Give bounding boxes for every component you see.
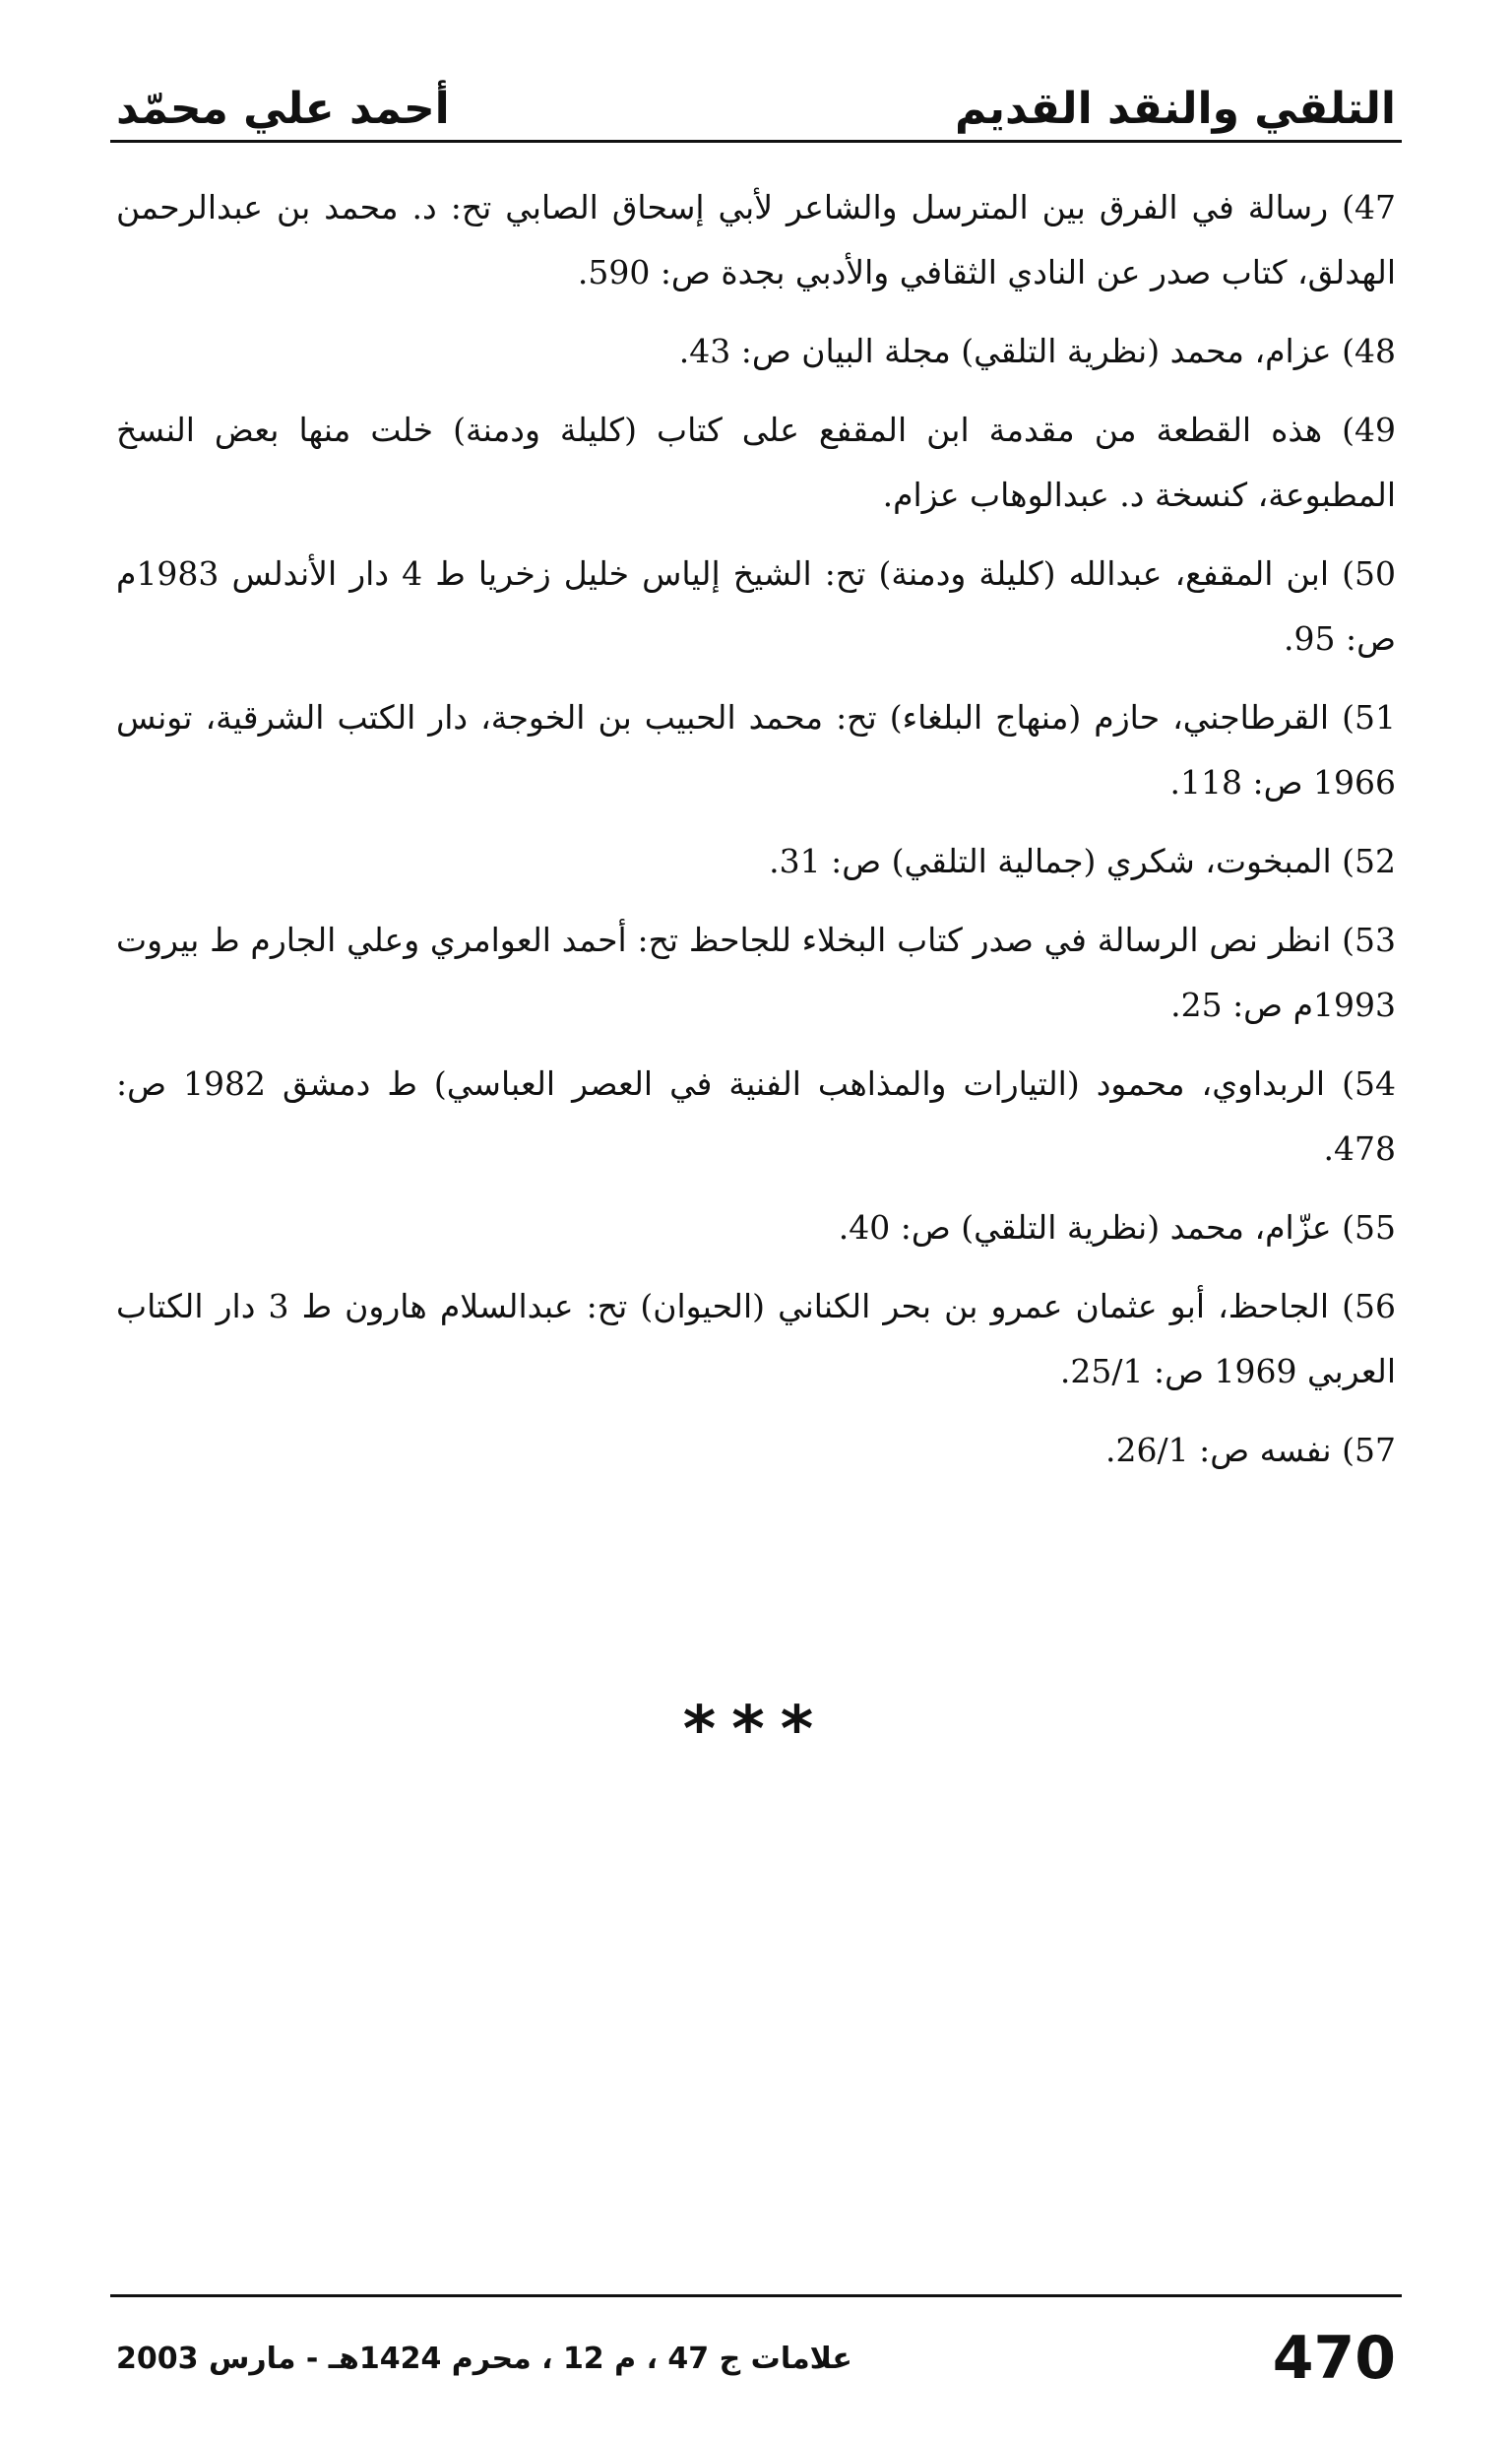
endnote-number: 50) (1342, 554, 1396, 593)
endnote-text: عزام، محمد (نظرية التلقي) مجلة البيان ص: 43. (678, 332, 1332, 370)
endnote-number: 57) (1342, 1431, 1396, 1469)
endnote (116, 319, 1396, 384)
endnote-number: 56) (1342, 1287, 1397, 1325)
endnote (116, 1274, 1396, 1404)
endnote-text: ابن المقفع، عبدالله (كليلة ودمنة) تح: الشيخ إلياس خليل زخريا ط 4 دار الأندلس 1983م ص: 95. (116, 554, 1396, 658)
endnote (116, 1195, 1396, 1260)
header-author: أحمد علي محمّد (116, 84, 450, 135)
endnote-text: القرطاجني، حازم (منهاج البلغاء) تح: محمد الحبيب بن الخوجة، دار الكتب الشرقية، تونس 1966 ص: 118. (116, 698, 1396, 802)
running-footer (116, 2314, 1396, 2403)
endnote-number: 51) (1342, 698, 1396, 737)
endnote-text: نفسه ص: 26/1. (1105, 1431, 1332, 1469)
endnote-number: 53) (1342, 921, 1396, 959)
header-rule (110, 140, 1402, 143)
endnote (116, 908, 1396, 1038)
endnote-number: 47) (1342, 188, 1396, 226)
endnote-number: 55) (1342, 1208, 1396, 1247)
endnote-number: 49) (1342, 411, 1396, 449)
endnote (116, 175, 1396, 305)
footer-rule (110, 2294, 1402, 2297)
endnote-number: 54) (1342, 1064, 1396, 1103)
section-separator: *** (682, 1694, 830, 1767)
page-number: 470 (1272, 2324, 1396, 2393)
endnote (116, 542, 1396, 672)
running-header (116, 57, 1396, 136)
endnote (116, 398, 1396, 528)
endnote-number: 52) (1342, 842, 1396, 880)
endnote-text: هذه القطعة من مقدمة ابن المقفع على كتاب (كليلة ودمنة) خلت منها بعض النسخ المطبوعة، كنسخة د. عبدالوهاب عزام. (116, 411, 1396, 514)
endnotes-list (116, 175, 1396, 1497)
endnote (116, 829, 1396, 894)
endnote (116, 1418, 1396, 1483)
endnote-text: الجاحظ، أبو عثمان عمرو بن بحر الكناني (الحيوان) تح: عبدالسلام هارون ط 3 دار الكتاب العربي 1969 ص: 25/1. (116, 1287, 1396, 1390)
endnote (116, 1052, 1396, 1182)
endnote-text: المبخوت، شكري (جمالية التلقي) ص: 31. (769, 842, 1332, 880)
endnote-text: الربداوي، محمود (التيارات والمذاهب الفنية في العصر العباسي) ط دمشق 1982 ص: 478. (116, 1064, 1396, 1168)
header-title: التلقي والنقد القديم (954, 84, 1396, 135)
journal-citation: علامات ج 47 ، م 12 ، محرم 1424هـ - مارس 2003 (116, 2341, 852, 2376)
endnote (116, 685, 1396, 815)
endnote-number: 48) (1342, 332, 1396, 370)
endnote-text: عزّام، محمد (نظرية التلقي) ص: 40. (838, 1208, 1332, 1247)
endnote-text: رسالة في الفرق بين المترسل والشاعر لأبي إسحاق الصابي تح: د. محمد بن عبدالرحمن الهدلق، كتاب صدر عن النادي الثقافي والأدبي بجدة ص: 590. (116, 188, 1396, 291)
endnote-text: انظر نص الرسالة في صدر كتاب البخلاء للجاحظ تح: أحمد العوامري وعلي الجارم ط بيروت 1993م ص: 25. (116, 921, 1396, 1024)
